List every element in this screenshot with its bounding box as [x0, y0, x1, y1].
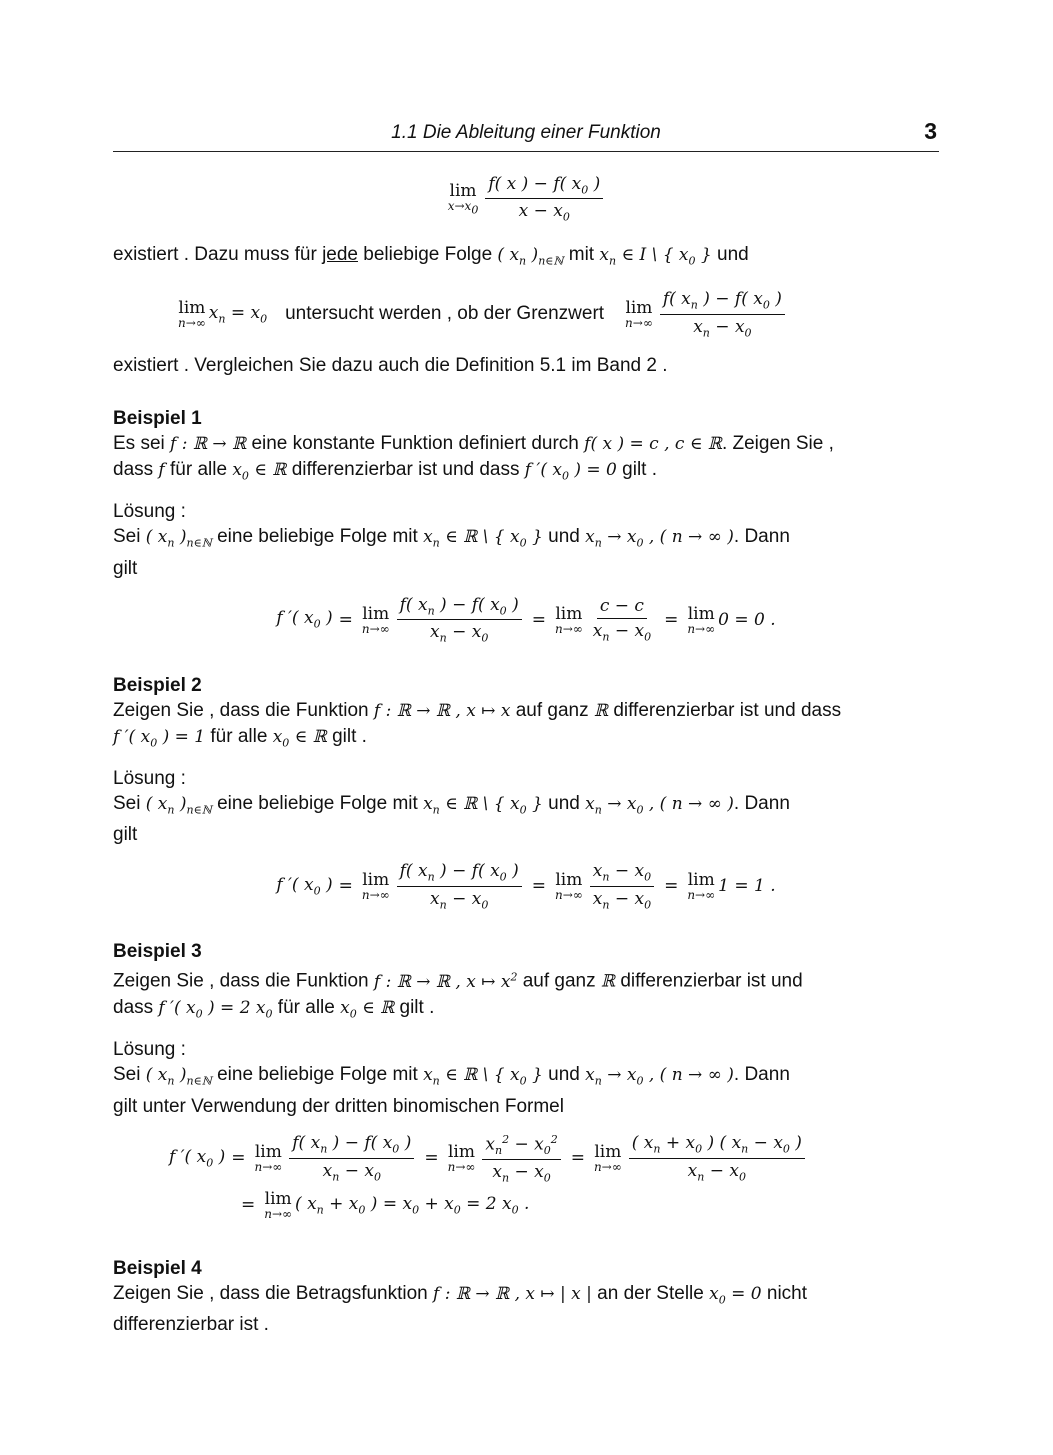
- example-1-derivation: f ′( $x_0$ ) = lim n→∞ $\frac{f( x_n ) - f( x_0 )}{x_n - x_0}$ = lim n→∞ $\frac{c - c}{x_n - x_0}$ = lim n→∞ 0 = 0 .: [276, 594, 776, 645]
- example-1-heading: Beispiel 1: [113, 407, 202, 429]
- example-3-statement: Zeigen Sie , dass die Funktion f : ℝ → ℝ , x ↦ $x^2$ auf ganz ℝ differenzierbar ist und dass f ′( $x_0$ ) = 2 $x_0$ für alle $x_0$ ∈ ℝ gilt .: [113, 970, 803, 1021]
- example-1-statement: Es sei f : ℝ → ℝ eine konstante Funktion definiert durch f( x ) = c , c ∈ ℝ. Zeigen Sie , dass f für alle $x_0$ ∈ ℝ differenzierbar ist und dass f ′( $x_0$ ) = 0 gilt .: [113, 432, 834, 483]
- sequence-limit-formula: lim n→∞ $x_n = x_0$ untersucht werden , ob der Grenzwert lim n→∞ $\frac{f( x_n ) - f( x_0 )}{x_n - x_0}$: [113, 289, 939, 339]
- example-2-heading: Beispiel 2: [113, 674, 202, 696]
- chapter-title: 1.1 Die Ableitung einer Funktion: [391, 122, 661, 143]
- intro-paragraph-1: existiert . Dazu muss für jede beliebige Folge ( $x_n$ )$_{n\in ℕ}$ mit $x_n$ ∈ I \ { $x_0$ } und: [113, 243, 749, 268]
- example-3-derivation-line-2: = lim n→∞ ( $x_n + x_0$ ) = $x_0 + x_0 = 2$ $x_0$ .: [241, 1188, 530, 1221]
- example-3-solution-label: Lösung :: [113, 1039, 186, 1061]
- example-1-solution-text: Sei ( $x_n$ )$_{n\in ℕ}$ eine beliebige Folge mit $x_n$ ∈ ℝ \ { $x_0$ } und $x_n \to x_0$ , ( n → ∞ ). Dann gilt: [113, 526, 790, 579]
- example-2-solution-label: Lösung :: [113, 767, 186, 789]
- example-2-solution-text: Sei ( $x_n$ )$_{n\in ℕ}$ eine beliebige Folge mit $x_n$ ∈ ℝ \ { $x_0$ } und $x_n \to x_0$ , ( n → ∞ ). Dann gilt: [113, 792, 790, 846]
- example-3-heading: Beispiel 3: [113, 941, 202, 963]
- example-3-derivation-line-1: f ′( $x_0$ ) = lim n→∞ $\frac{f( x_n ) - f( x_0 )}{x_n - x_0}$ = lim n→∞ $\frac{x_n^2 - x_0^2}{x_n - x_0}$ = lim n→∞ $\frac{( x_n + x_0 ) ( x_n - x_0 )}{x_n - x_0}$: [113, 1133, 939, 1184]
- example-4-heading: Beispiel 4: [113, 1257, 202, 1279]
- page: [113, 118, 939, 1337]
- page-header: [113, 118, 939, 152]
- example-1-solution-label: Lösung :: [113, 501, 186, 523]
- intro-paragraph-2: existiert . Vergleichen Sie dazu auch die Definition 5.1 im Band 2 .: [113, 354, 668, 376]
- example-4-statement: Zeigen Sie , dass die Betragsfunktion f : ℝ → ℝ , x ↦ | x | an der Stelle $x_0 = 0$ nicht differenzierbar ist .: [113, 1282, 808, 1336]
- example-2-statement: Zeigen Sie , dass die Funktion f : ℝ → ℝ , x ↦ x auf ganz ℝ differenzierbar ist und dass f ′( $x_0$ ) = 1 für alle $x_0$ ∈ ℝ gilt .: [113, 699, 842, 749]
- limit-definition-formula: lim $x\to x_0$ $\frac{f( x ) - f( x_0 )}{x - x_0}$: [113, 174, 939, 224]
- example-3-solution-text: Sei ( $x_n$ )$_{n\in ℕ}$ eine beliebige Folge mit $x_n$ ∈ ℝ \ { $x_0$ } und $x_n \to x_0$ , ( n → ∞ ). Dann gilt unter Verwendung der dritten binomischen Formel: [113, 1064, 790, 1117]
- page-number: 3: [924, 118, 937, 144]
- example-2-derivation: f ′( $x_0$ ) = lim n→∞ $\frac{f( x_n ) - f( x_0 )}{x_n - x_0}$ = lim n→∞ $\frac{x_n - x_0}{x_n - x_0}$ = lim n→∞ 1 = 1 .: [276, 861, 776, 912]
